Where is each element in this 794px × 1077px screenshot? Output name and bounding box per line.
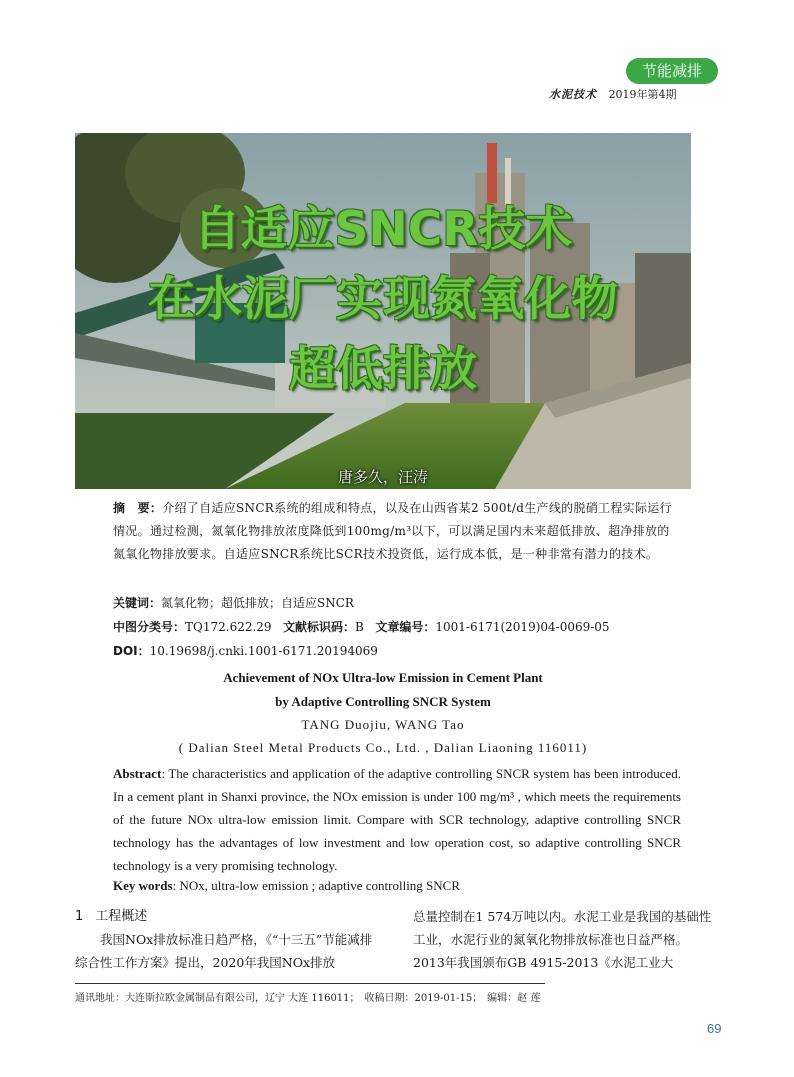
doi-label: DOI： (113, 644, 150, 658)
body-column-right (413, 905, 719, 974)
english-authors: TANG Duojiu, WANG Tao (301, 717, 465, 732)
title-line-3: 超低排放 (289, 342, 477, 397)
article-label: 文章编号： (375, 620, 436, 634)
classification-line (113, 618, 610, 635)
english-title-line-2: by Adaptive Controlling SNCR System (275, 694, 491, 709)
keywords-en-text: : NOx, ultra-low emission ; adaptive controlling SNCR (172, 878, 461, 893)
body-paragraph-left: 我国NOx排放标准日趋严格，《“十三五”节能减排综合性工作方案》提出，2020年我国NOx排放 (75, 932, 373, 970)
keywords-cn-label: 关键词： (113, 596, 162, 610)
abstract-cn-label: 摘 要： (113, 501, 163, 515)
journal-name: 水泥技术 (549, 88, 597, 101)
body-paragraph-right: 总量控制在1 574万吨以内。水泥工业是我国的基础性工业，水泥行业的氮氧化物排放标准也日益严格。2013年我国颁布GB 4915-2013《水泥工业大 (413, 909, 712, 970)
journal-header (549, 86, 677, 102)
doi-value: 10.19698/j.cnki.1001-6171.20194069 (149, 644, 378, 658)
section-tag: 节能减排 (626, 58, 718, 84)
keywords-cn-text: 氮氧化物；超低排放；自适应SNCR (161, 596, 354, 610)
abstract-en (113, 762, 681, 877)
english-affiliation: ( Dalian Steel Metal Products Co., Ltd. , Dalian Liaoning 116011) (178, 740, 588, 755)
title-line-1: 自适应SNCR技术 (193, 202, 573, 257)
section-heading (75, 905, 381, 928)
clc-label: 中图分类号： (113, 620, 186, 634)
authors-cn: 唐多久，汪涛 (337, 468, 428, 486)
footnote-rule (75, 983, 545, 984)
doc-label: 文献标识码： (283, 620, 356, 634)
abstract-cn (113, 497, 681, 566)
section-number: 1 (75, 909, 84, 924)
footnote: 通讯地址：大连斯拉欧金属制品有限公司，辽宁 大连 116011； 收稿日期：2019-01-15； 编辑：赵 莲 (75, 993, 541, 1004)
abstract-cn-text: 介绍了自适应SNCR系统的组成和特点，以及在山西省某2 500t/d生产线的脱硝工程实际运行情况。通过检测，氮氧化物排放浓度降低到100mg/m³以下，可以满足国内未来超低排放、超净排放的氮氧化物排放要求。自适应SNCR系统比SCR技术投资低，运行成本低，是一种非常有潜力的技术。 (113, 501, 672, 561)
journal-issue: 2019年第4期 (608, 88, 677, 101)
clc-value: TQ172.622.29 (185, 620, 272, 634)
body-column-left (75, 905, 381, 974)
doc-value: B (355, 620, 364, 634)
page-number: 69 (707, 1021, 722, 1036)
abstract-en-text: : The characteristics and application of the adaptive controlling SNCR system has been introduced. In a cement plant in Shanxi province, the NOx emission is under 100 mg/m³ , which meets the requirements of the future NOx ultra-low emission limit. Compare with SCR technology, adaptive controlling SNCR technology has the advantages of low investment and low operation cost, so adaptive controlling SNCR technology is a very promising technology. (113, 766, 681, 873)
article-value: 1001-6171(2019)04-0069-05 (435, 620, 610, 634)
keywords-en (113, 878, 460, 894)
section-title: 工程概述 (95, 909, 148, 924)
abstract-en-label: Abstract (113, 766, 162, 781)
title-line-2: 在水泥厂实现氮氧化物 (148, 272, 618, 327)
doi-line (113, 642, 378, 659)
keywords-en-label: Key words (113, 878, 173, 893)
keywords-cn (113, 594, 354, 611)
english-title-line-1: Achievement of NOx Ultra-low Emission in Cement Plant (223, 670, 543, 685)
